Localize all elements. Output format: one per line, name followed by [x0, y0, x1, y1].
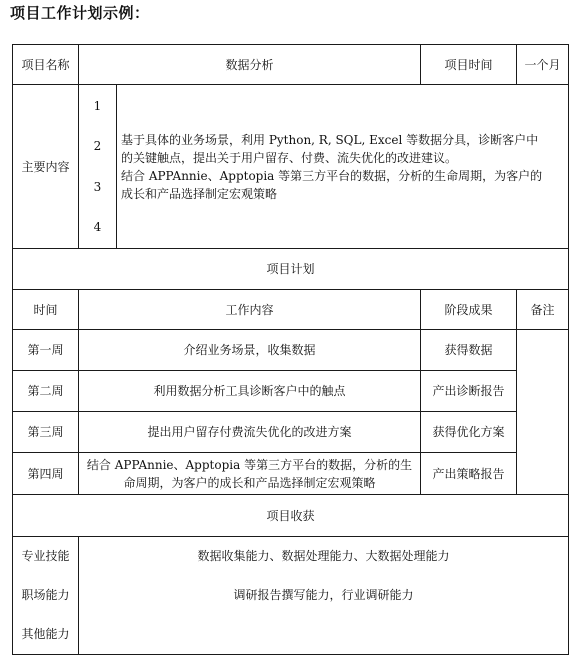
table-row [13, 371, 569, 412]
notes-cell [517, 330, 569, 495]
main-content-numbers [79, 85, 117, 249]
header-time: 时间 [13, 290, 79, 330]
project-time-label: 项目时间 [421, 45, 517, 85]
description-line: 的关键触点，提出关于用户留存、付费、流失优化的改进建议。 [121, 150, 458, 165]
work-content-cell: 提出用户留存付费流失优化的改进方案 [79, 412, 421, 453]
work-content-line: 结合 APPAnnie、Apptopia 等第三方平台的数据，分析的生 [86, 457, 413, 472]
week-cell: 第三周 [13, 412, 79, 453]
project-name-row [13, 45, 569, 85]
header-result: 阶段成果 [421, 290, 517, 330]
main-content-description [117, 85, 569, 249]
description-line: 结合 APPAnnie、Apptopia 等第三方平台的数据，分析的生命周期，为客户的 [121, 168, 543, 183]
gains-row [13, 576, 569, 615]
gain-value [79, 615, 569, 655]
gains-row [13, 537, 569, 576]
plan-section-row [13, 249, 569, 290]
result-cell: 获得优化方案 [421, 412, 517, 453]
item-number-3: 3 [93, 179, 102, 194]
result-cell: 产出诊断报告 [421, 371, 517, 412]
gain-value: 数据收集能力、数据处理能力、大数据处理能力 [79, 537, 569, 576]
project-plan-table [12, 44, 569, 655]
gains-section-title: 项目收获 [13, 495, 569, 537]
item-number-2: 2 [93, 139, 102, 154]
week-cell: 第二周 [13, 371, 79, 412]
table-row [13, 412, 569, 453]
table-row [13, 453, 569, 495]
item-number-1: 1 [93, 98, 102, 113]
main-content-row [13, 85, 569, 249]
header-notes: 备注 [517, 290, 569, 330]
header-content: 工作内容 [79, 290, 421, 330]
item-number-4: 4 [93, 220, 102, 235]
project-name-value: 数据分析 [79, 45, 421, 85]
work-content-cell [79, 453, 421, 495]
work-content-line: 命周期，为客户的成长和产品选择制定宏观策略 [123, 475, 376, 490]
work-content-cell: 介绍业务场景，收集数据 [79, 330, 421, 371]
gain-label: 职场能力 [13, 576, 79, 615]
gain-label: 其他能力 [13, 615, 79, 655]
description-line: 成长和产品选择制定宏观策略 [121, 186, 278, 201]
week-cell: 第四周 [13, 453, 79, 495]
week-cell: 第一周 [13, 330, 79, 371]
project-time-value: 一个月 [517, 45, 569, 85]
gains-row [13, 615, 569, 655]
plan-header-row [13, 290, 569, 330]
result-cell: 获得数据 [421, 330, 517, 371]
gains-section-row [13, 495, 569, 537]
work-content-cell: 利用数据分析工具诊断客户中的触点 [79, 371, 421, 412]
plan-section-title: 项目计划 [13, 249, 569, 290]
description-line: 基于具体的业务场景，利用 Python, R, SQL, Excel 等数据分具，诊断客户中 [121, 132, 539, 147]
page-heading: 项目工作计划示例： [10, 4, 150, 22]
project-name-label: 项目名称 [13, 45, 79, 85]
gain-label: 专业技能 [13, 537, 79, 576]
gain-value: 调研报告撰写能力，行业调研能力 [79, 576, 569, 615]
main-content-label: 主要内容 [13, 85, 79, 249]
result-cell: 产出策略报告 [421, 453, 517, 495]
table-row [13, 330, 569, 371]
